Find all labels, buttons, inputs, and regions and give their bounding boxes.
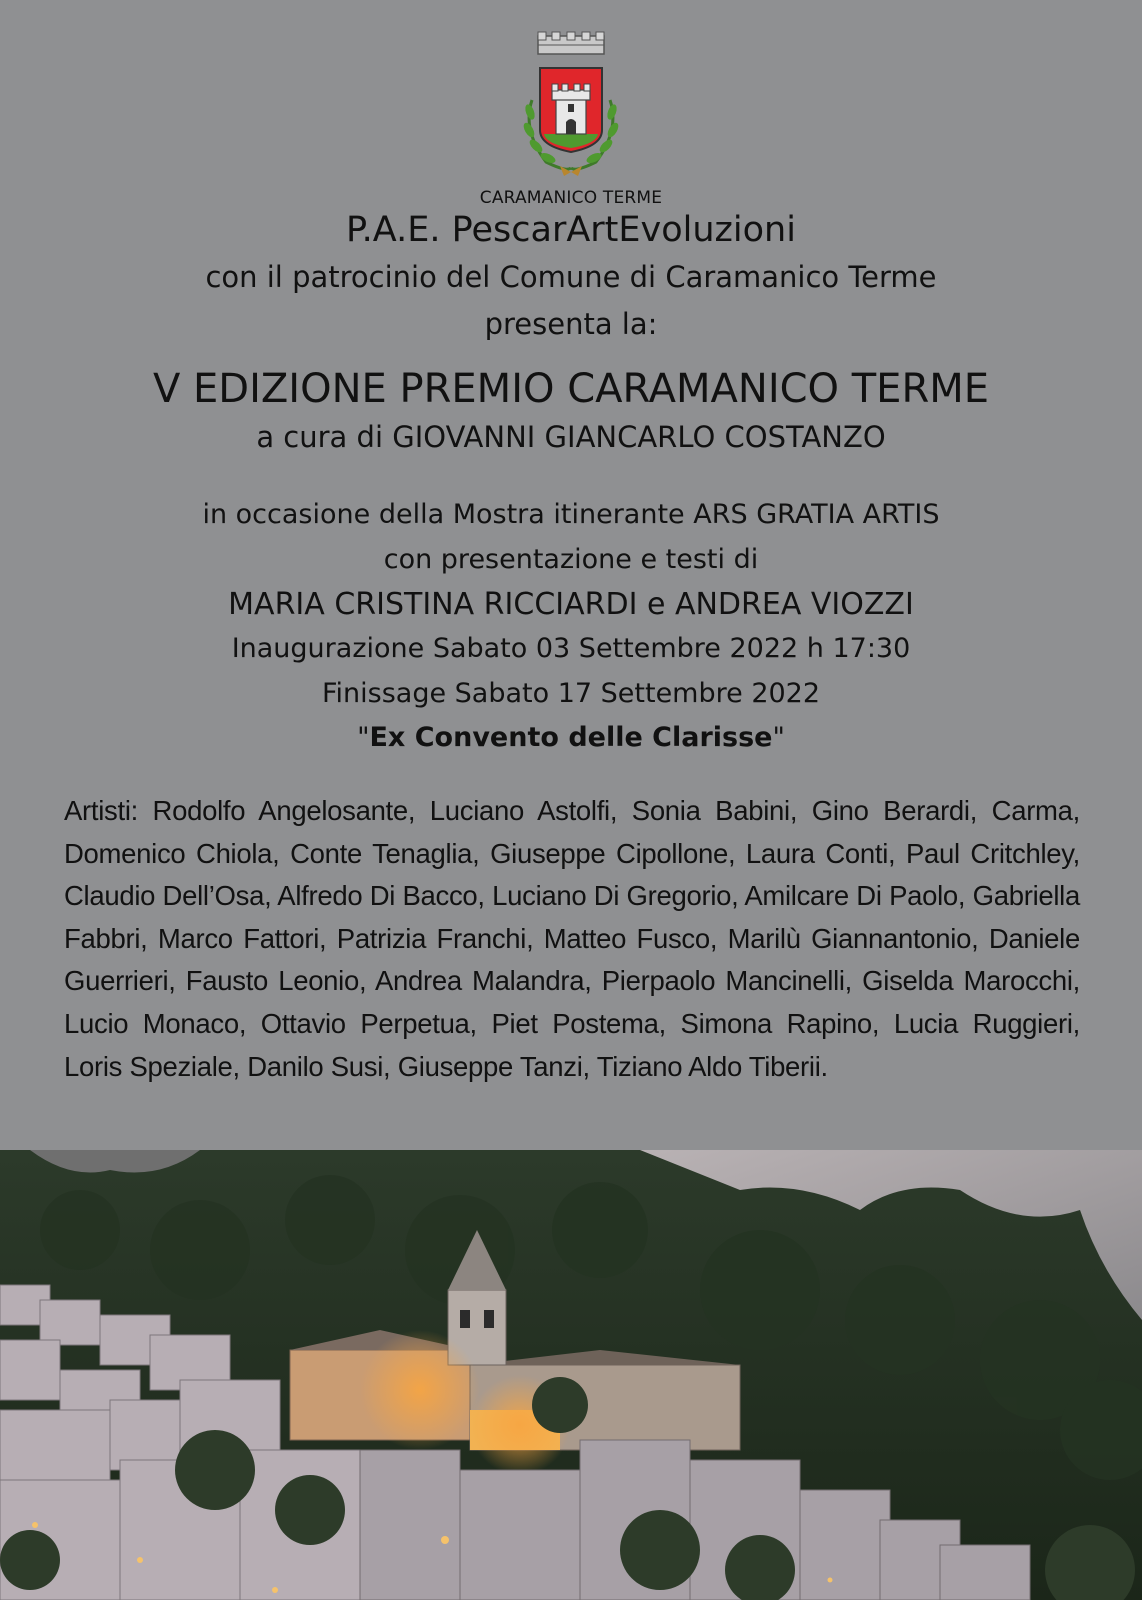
patronage-line: con il patrocinio del Comune di Caramanico Terme [205, 260, 937, 294]
venue-line: "Ex Convento delle Clarisse" [357, 722, 785, 753]
texts-authors-line: MARIA CRISTINA RICCIARDI e ANDREA VIOZZI [228, 587, 914, 622]
artists-list: Artisti: Rodolfo Angelosante, Luciano Astolfi, Sonia Babini, Gino Berardi, Carma, Domenico Chiola, Conte Tenaglia, Giuseppe Cipollone, Laura Conti, Paul Critchley, Claudio Dell’Osa, Alfredo Di Bacco, Luciano Di Gregorio, Amilcare Di Paolo, Gabriella Fabbri, Marco Fattori, Patrizia Franchi, Matteo Fusco, Marilù Giannantonio, Daniele Guerrieri, Fausto Leonio, Andrea Malandra, Pierpaolo Mancinelli, Giselda Marocchi, Lucio Monaco, Ottavio Perpetua, Piet Postema, Simona Rapino, Lucia Ruggieri, Loris Speziale, Danilo Susi, Giuseppe Tanzi, Tiziano Aldo Tiberii. [64, 795, 1080, 1082]
coat-of-arms-icon [516, 30, 626, 180]
occasion-line: in occasione della Mostra itinerante ARS GRATIA ARTIS [202, 499, 940, 530]
crest-town-name: CARAMANICO TERME [479, 188, 663, 208]
inauguration-line: Inaugurazione Sabato 03 Settembre 2022 h 17:30 [231, 633, 911, 664]
organizer-name: P.A.E. PescarArtEvoluzioni [346, 210, 796, 250]
finissage-line: Finissage Sabato 17 Settembre 2022 [321, 678, 821, 709]
presents-line: presenta la: [484, 307, 658, 341]
event-title: V EDIZIONE PREMIO CARAMANICO TERME [152, 366, 990, 412]
venue-name: Ex Convento delle Clarisse [369, 722, 773, 753]
curator-line: a cura di GIOVANNI GIANCARLO COSTANZO [256, 420, 886, 454]
village-at-dusk-photo [0, 1150, 1142, 1600]
texts-intro-line: con presentazione e testi di [383, 544, 759, 575]
